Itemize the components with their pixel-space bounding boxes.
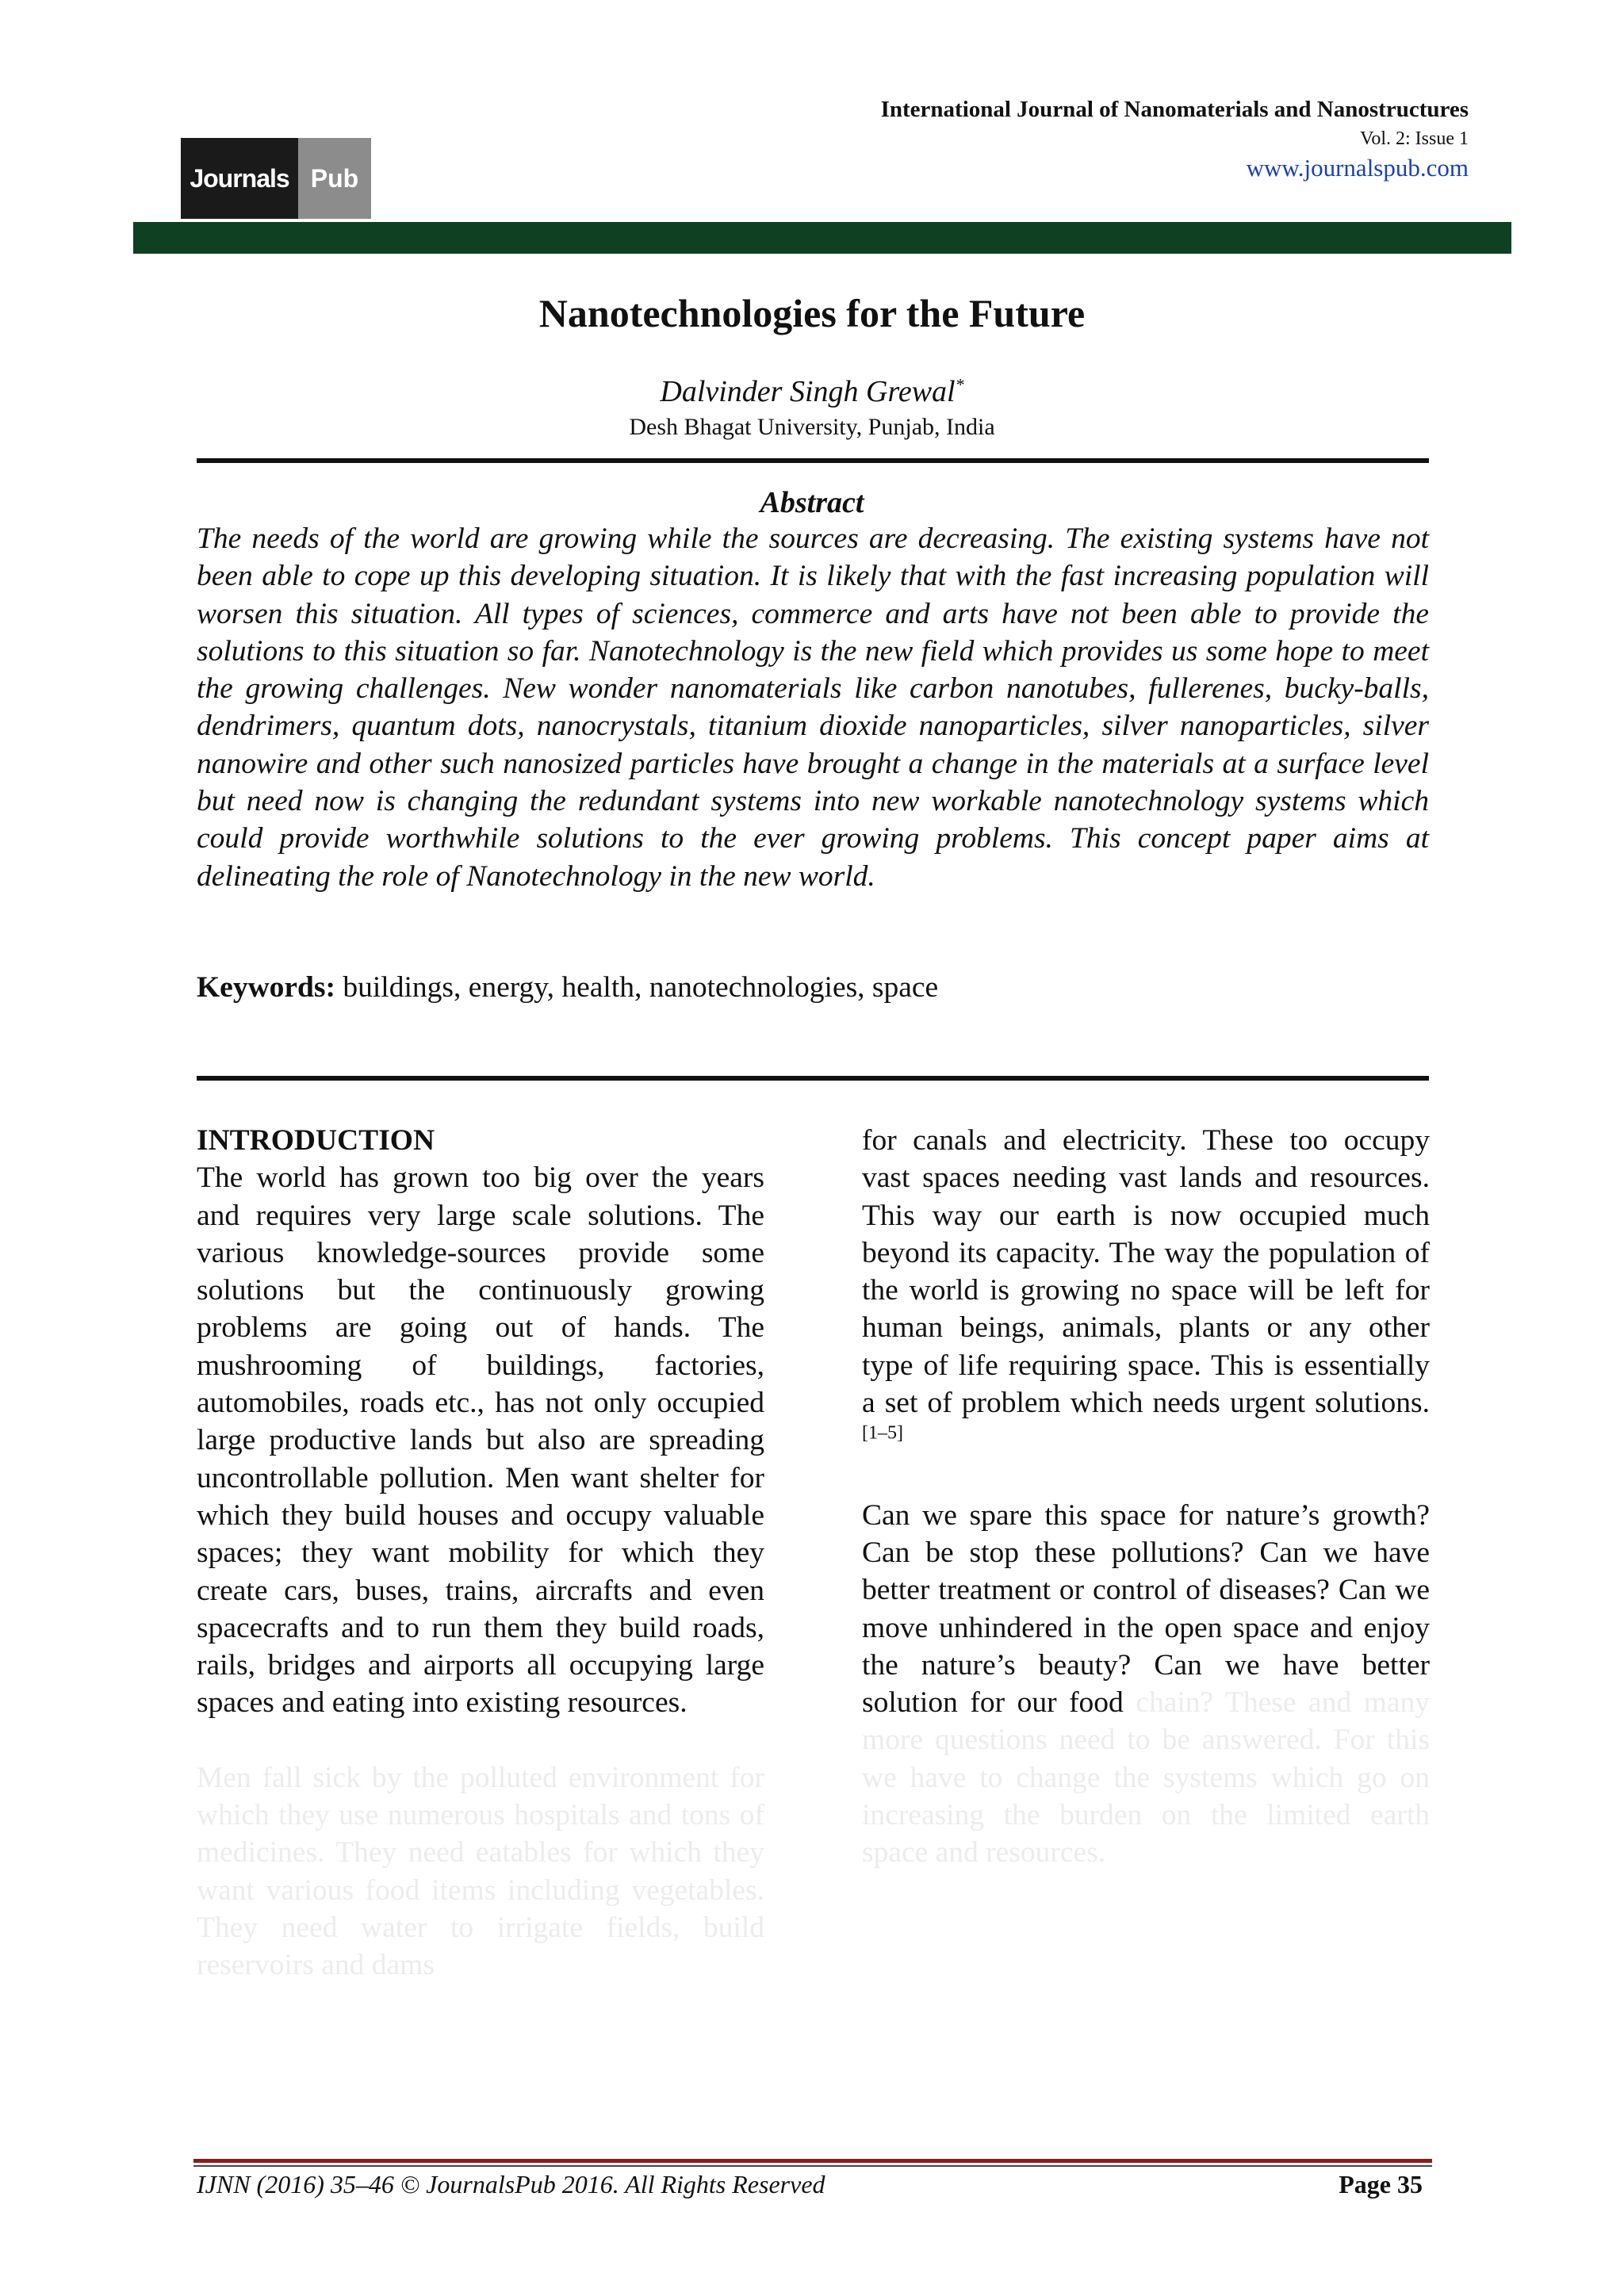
journalspub-logo xyxy=(181,138,371,219)
divider-bottom xyxy=(197,1076,1429,1081)
header-bar xyxy=(133,222,1511,254)
faded-paragraph: Men fall sick by the polluted environment for which they use numerous hospitals and tons of medicines. They need eatables for which they want various food items including vegetables. They need water to irrigate fields, build reservoirs and dams xyxy=(197,1761,764,1982)
abstract-text: The needs of the world are growing while the sources are decreasing. The existing systems have not been able to cope up this developing situation. It is likely that with the fast increasing population will worsen this situation. All types of sciences, commerce and arts have not been able to provide the solutions to this situation so far. Nanotechnology is the new field which provides us some hope to meet the growing challenges. New wonder nanomaterials like carbon nanotubes, fullerenes, bucky-balls, dendrimers, quantum dots, nanocrystals, titanium dioxide nanoparticles, silver nanoparticles, silver nanowire and other such nanosized particles have brought a change in the materials at a surface level but need now is changing the redundant systems into new workable nanotechnology systems which could provide worthwhile solutions to the ever growing problems. This concept paper aims at delineating the role of Nanotechnology in the new world. xyxy=(197,522,1429,893)
keywords-value: buildings, energy, health, nanotechnologies, space xyxy=(343,971,939,1004)
paragraph: The world has grown too big over the years and requires very large scale solutions. The various knowledge-sources provide some solutions but the continuously growing problems are going out of hands. The mushrooming of buildings, factories, automobiles, roads etc., has not only occupied large productive lands but also are spreading uncontrollable pollution. Men want shelter for which they build houses and occupy valuable spaces; they want mobility for which they create cars, buses, trains, aircrafts and even spacecrafts and to run them they build roads, rails, bridges and airports all occupying large spaces and eating into existing resources. xyxy=(197,1161,764,1720)
section-heading-introduction: INTRODUCTION xyxy=(197,1124,435,1157)
page-number: Page 35 xyxy=(1339,2170,1423,2198)
journal-name: International Journal of Nanomaterials and Nanostructures xyxy=(880,97,1469,122)
abstract-heading: Abstract xyxy=(760,486,864,519)
author-mark: * xyxy=(955,374,964,395)
right-column xyxy=(862,1122,1430,1872)
left-column xyxy=(197,1122,764,1984)
article-title: Nanotechnologies for the Future xyxy=(538,291,1086,335)
divider-top xyxy=(197,458,1429,463)
paragraph-text: Can we spare this space for nature’s growth? Can be stop these pollutions? Can we have better treatment or control of diseases? Can we move unhindered in the open space and enjoy the nature’s beauty? Can we have better solution for our food xyxy=(862,1498,1430,1720)
volume-issue: Vol. 2: Issue 1 xyxy=(1360,128,1469,149)
faded-paragraph-text: chain? These and many more questions need to be answered. For this we have to change the systems which go on increasing the burden on the limited earth space and resources. xyxy=(862,1686,1431,1869)
journal-website-link[interactable]: www.journalspub.com xyxy=(1246,154,1469,182)
keywords-label: Keywords: xyxy=(197,971,335,1004)
keywords xyxy=(197,970,938,1004)
citation-ref[interactable]: [1–5] xyxy=(862,1422,903,1444)
logo-text-pub: Pub xyxy=(298,138,371,219)
author-affiliation: Desh Bhagat University, Punjab, India xyxy=(629,414,995,440)
footer-rule xyxy=(193,2159,1432,2163)
author-name xyxy=(0,374,1624,409)
logo-text-journals: Journals xyxy=(181,138,298,219)
footer-rule-thin xyxy=(193,2165,1432,2167)
paragraph xyxy=(862,1497,1430,1872)
author-name-text: Dalvinder Singh Grewal xyxy=(660,375,956,408)
footer-citation: IJNN (2016) 35–46 © JournalsPub 2016. All Rights Reserved xyxy=(197,2170,825,2198)
paragraph xyxy=(862,1122,1430,1460)
paragraph-text: for canals and electricity. These too occupy vast spaces needing vast lands and resources. This way our earth is now occupied much beyond its capacity. The way the population of the world is growing no space will be left for human beings, animals, plants or any other type of life requiring space. This is essentially a set of problem which needs urgent solutions. xyxy=(862,1124,1430,1420)
